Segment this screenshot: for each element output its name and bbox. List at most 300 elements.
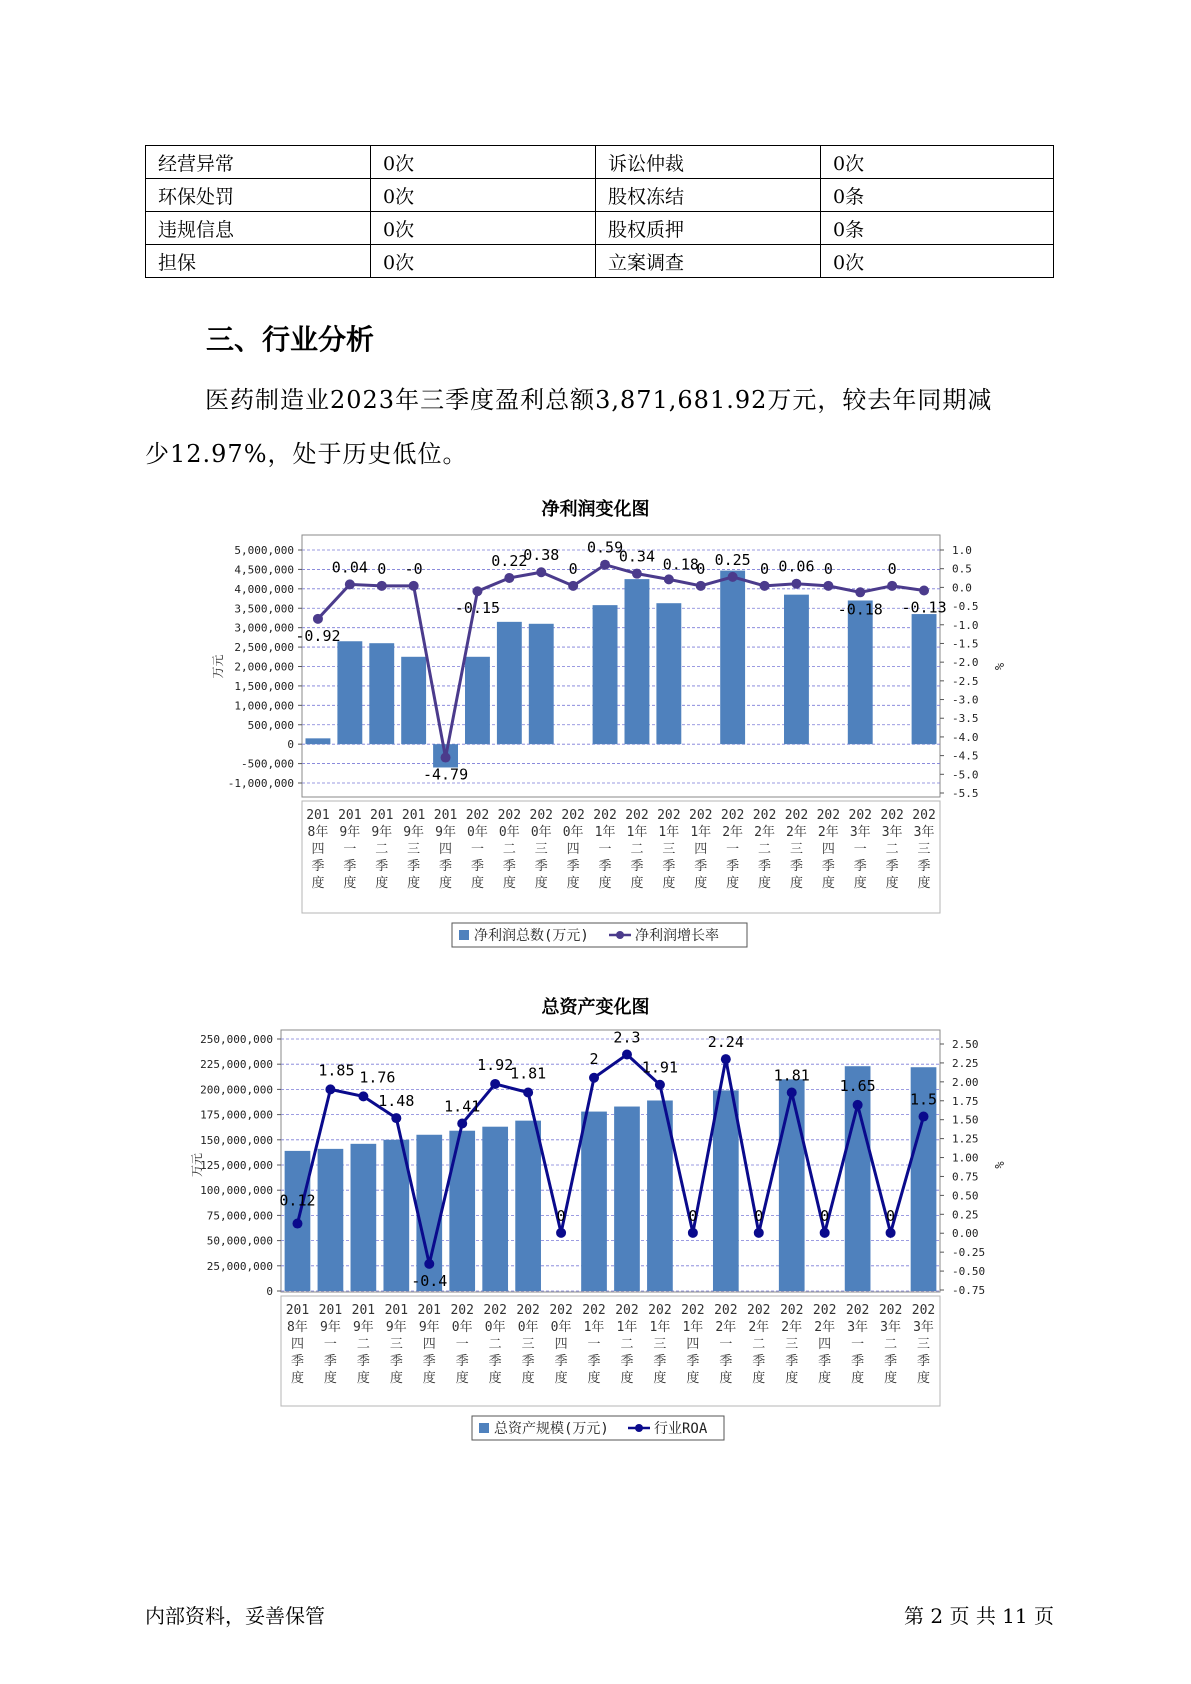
line-point <box>377 581 387 591</box>
line-point <box>664 574 674 584</box>
data-label: -0.13 <box>901 598 947 617</box>
category-label: 2年 <box>715 1320 737 1335</box>
category-label: 202 <box>657 808 681 823</box>
line-point <box>568 581 578 591</box>
category-label: 202 <box>561 808 585 823</box>
risk-table-row <box>146 146 1054 179</box>
category-label: 1年 <box>626 825 648 840</box>
line-point <box>754 1228 764 1238</box>
category-axis-box <box>302 801 940 913</box>
bar <box>497 622 522 744</box>
category-label: 度 <box>653 1371 667 1386</box>
category-label: 季 <box>439 859 453 874</box>
category-label: 0年 <box>517 1320 539 1335</box>
category-label: 度 <box>521 1371 535 1386</box>
category-label: 1年 <box>682 1320 704 1335</box>
line-point <box>721 1054 731 1064</box>
category-label: 季 <box>821 859 835 874</box>
bar <box>656 603 681 744</box>
right-tick-label: -3.0 <box>952 693 979 707</box>
category-label: 季 <box>587 1354 601 1369</box>
category-label: 四 <box>311 842 325 857</box>
bar <box>529 624 554 744</box>
category-label: 202 <box>880 808 904 823</box>
bar <box>625 579 650 744</box>
category-label: 3年 <box>881 825 903 840</box>
category-label: 0年 <box>498 825 520 840</box>
category-label: 度 <box>917 876 931 891</box>
risk-item-value: 0次 <box>371 146 596 179</box>
category-label: 度 <box>290 1371 304 1386</box>
category-label: 季 <box>311 859 325 874</box>
left-tick-label: 2,500,000 <box>234 641 294 655</box>
bar <box>306 738 331 744</box>
line-point <box>632 569 642 579</box>
category-label: 季 <box>375 859 389 874</box>
line-point <box>760 581 770 591</box>
data-label: 1.92 <box>477 1055 514 1074</box>
line-point <box>823 581 833 591</box>
category-label: 度 <box>758 876 772 891</box>
left-tick-label: 75,000,000 <box>206 1209 273 1223</box>
category-label: 度 <box>917 1371 931 1386</box>
category-label: 季 <box>662 859 676 874</box>
line-point <box>409 581 419 591</box>
category-label: 季 <box>407 859 421 874</box>
right-tick-label: -1.0 <box>952 618 979 632</box>
right-tick-label: 2.50 <box>952 1038 979 1051</box>
risk-item-value: 0条 <box>821 179 1054 212</box>
category-label: 201 <box>433 808 458 823</box>
data-label: 0 <box>886 1206 896 1225</box>
right-axis-title: % <box>992 662 1006 671</box>
category-label: 季 <box>818 1354 832 1369</box>
net-profit-chart <box>0 525 1191 945</box>
right-tick-label: 0.75 <box>952 1170 979 1184</box>
line-point <box>787 1088 797 1098</box>
left-tick-label: 3,000,000 <box>234 621 294 635</box>
category-label: 202 <box>483 1303 507 1318</box>
bar <box>515 1121 541 1291</box>
category-label: 201 <box>370 808 394 823</box>
category-label: 季 <box>630 859 644 874</box>
right-tick-label: 2.00 <box>952 1075 979 1089</box>
category-label: 四 <box>694 842 708 857</box>
category-label: 三 <box>653 1337 667 1352</box>
right-tick-label: -4.0 <box>952 730 979 744</box>
category-label: 季 <box>917 1354 931 1369</box>
left-tick-label: 0 <box>287 738 294 752</box>
category-label: 8年 <box>307 825 329 840</box>
risk-table-row <box>146 212 1054 245</box>
category-label: 度 <box>853 876 867 891</box>
bar <box>401 657 426 744</box>
category-label: 9年 <box>352 1320 374 1335</box>
right-tick-label: 1.25 <box>952 1132 979 1146</box>
risk-item-label: 立案调查 <box>596 245 821 278</box>
left-tick-label: 175,000,000 <box>200 1108 273 1122</box>
category-label: 3年 <box>880 1320 901 1335</box>
bar <box>337 641 362 744</box>
category-label: 202 <box>549 1303 573 1318</box>
category-label: 四 <box>821 842 835 857</box>
right-tick-label: -5.5 <box>952 787 979 800</box>
category-label: 季 <box>789 859 803 874</box>
category-label: 202 <box>689 808 713 823</box>
category-label: 季 <box>554 1354 568 1369</box>
category-label: 201 <box>338 808 362 823</box>
category-label: 度 <box>789 876 803 891</box>
data-label: 2.24 <box>707 1033 744 1052</box>
category-label: 度 <box>554 1371 568 1386</box>
category-label: 度 <box>356 1371 370 1386</box>
bar <box>848 600 873 744</box>
bar <box>593 605 618 744</box>
category-label: 202 <box>593 808 617 823</box>
category-label: 0年 <box>562 825 584 840</box>
bar <box>614 1107 640 1291</box>
category-label: 度 <box>818 1371 832 1386</box>
category-label: 202 <box>752 808 777 823</box>
category-label: 201 <box>285 1303 310 1318</box>
left-tick-label: 100,000,000 <box>200 1184 273 1198</box>
line-point <box>391 1113 401 1123</box>
category-label: 二 <box>375 842 389 857</box>
risk-table-row <box>146 245 1054 278</box>
category-label: 度 <box>389 1371 403 1386</box>
category-label: 一 <box>323 1337 337 1352</box>
category-label: 201 <box>306 808 330 823</box>
left-tick-label: 2,000,000 <box>234 660 294 674</box>
right-tick-label: 0.0 <box>952 581 972 595</box>
right-axis-title: % <box>992 1161 1006 1169</box>
data-label: 1.85 <box>318 1061 355 1080</box>
category-label: 度 <box>502 876 516 891</box>
category-label: 三 <box>785 1337 799 1352</box>
category-label: 度 <box>488 1371 502 1386</box>
category-label: 季 <box>686 1354 700 1369</box>
left-tick-label: 200,000,000 <box>200 1083 273 1097</box>
category-label: 202 <box>747 1303 771 1318</box>
category-label: 季 <box>726 859 740 874</box>
bar <box>779 1079 805 1291</box>
category-label: 9年 <box>418 1320 440 1335</box>
risk-item-value: 0次 <box>821 245 1054 278</box>
right-tick-label: -0.5 <box>952 600 979 614</box>
right-tick-label: -2.5 <box>952 674 979 688</box>
category-label: 季 <box>694 859 708 874</box>
line-point <box>490 1079 500 1089</box>
right-tick-label: -0.75 <box>952 1284 986 1297</box>
category-label: 202 <box>516 1303 540 1318</box>
category-label: 四 <box>290 1337 304 1352</box>
category-label: 度 <box>752 1371 766 1386</box>
category-label: 季 <box>290 1354 304 1369</box>
category-label: 度 <box>726 876 740 891</box>
category-label: 二 <box>356 1337 370 1352</box>
category-label: 202 <box>450 1303 474 1318</box>
category-label: 2年 <box>814 1320 836 1335</box>
risk-item-label: 股权冻结 <box>596 179 821 212</box>
category-label: 三 <box>917 842 931 857</box>
category-label: 202 <box>714 1303 738 1318</box>
category-label: 季 <box>885 859 899 874</box>
category-label: 度 <box>885 876 899 891</box>
left-tick-label: 1,000,000 <box>234 699 294 713</box>
line-point <box>313 614 323 624</box>
paragraph-line-1: 医药制造业2023年三季度盈利总额3,871,681.92万元，较去年同期减 <box>205 386 993 414</box>
risk-item-value: 0次 <box>821 146 1054 179</box>
category-label: 202 <box>465 808 490 823</box>
category-label: 季 <box>853 859 867 874</box>
data-label: 0 <box>556 1206 566 1225</box>
category-label: 0年 <box>550 1320 572 1335</box>
data-label: 0 <box>887 559 897 578</box>
category-label: 202 <box>615 1303 639 1318</box>
data-label: 0.22 <box>491 551 528 570</box>
data-label: 0.25 <box>714 550 751 569</box>
risk-item-value: 0次 <box>371 179 596 212</box>
category-label: 季 <box>488 1354 502 1369</box>
category-label: 四 <box>439 842 453 857</box>
category-label: 9年 <box>385 1320 407 1335</box>
line-point <box>655 1080 665 1090</box>
category-label: 二 <box>885 842 899 857</box>
line-point <box>855 587 865 597</box>
data-label: 1.65 <box>839 1076 876 1095</box>
data-label: 0.34 <box>618 547 656 566</box>
category-label: 1年 <box>583 1320 605 1335</box>
risk-item-label: 担保 <box>146 245 371 278</box>
data-label: 0 <box>823 559 833 578</box>
category-label: 202 <box>720 808 745 823</box>
bar <box>351 1144 377 1291</box>
line-point <box>696 581 706 591</box>
category-label: 季 <box>521 1354 535 1369</box>
line-point <box>853 1100 863 1110</box>
line-point <box>536 567 546 577</box>
bar <box>482 1127 508 1291</box>
category-label: 202 <box>681 1303 705 1318</box>
category-label: 1年 <box>649 1320 671 1335</box>
category-label: 四 <box>422 1337 436 1352</box>
line-point <box>441 753 451 763</box>
data-label: 0 <box>820 1206 830 1225</box>
left-tick-label: 250,000,000 <box>200 1033 273 1046</box>
right-tick-label: 1.75 <box>952 1094 979 1108</box>
bar <box>369 643 394 744</box>
category-label: 三 <box>521 1337 535 1352</box>
category-label: 季 <box>620 1354 634 1369</box>
data-label: 0 <box>568 559 578 578</box>
category-label: 季 <box>566 859 580 874</box>
right-tick-label: -0.50 <box>952 1265 986 1279</box>
category-label: 度 <box>407 876 421 891</box>
category-label: 一 <box>851 1337 865 1352</box>
right-tick-label: -0.25 <box>952 1246 986 1260</box>
category-label: 度 <box>662 876 676 891</box>
data-label: 1.81 <box>510 1064 547 1083</box>
category-label: 三 <box>917 1337 931 1352</box>
left-tick-label: 0 <box>266 1285 273 1298</box>
category-label: 202 <box>582 1303 606 1318</box>
category-label: 三 <box>407 842 421 857</box>
category-label: 201 <box>318 1303 343 1318</box>
category-label: 四 <box>554 1337 568 1352</box>
data-label: 0 <box>760 559 770 578</box>
legend-bar-label: 总资产规模(万元) <box>494 1421 609 1437</box>
total-assets-chart <box>0 1020 1191 1440</box>
data-label: 0 <box>696 559 706 578</box>
legend-bar-label: 净利润总数(万元) <box>474 928 589 944</box>
category-label: 季 <box>356 1354 370 1369</box>
left-tick-label: -500,000 <box>241 757 294 771</box>
category-label: 季 <box>598 859 612 874</box>
category-label: 四 <box>818 1337 832 1352</box>
section-title: 三、行业分析 <box>206 323 375 356</box>
category-label: 1年 <box>594 825 616 840</box>
category-label: 度 <box>851 1371 865 1386</box>
category-label: 201 <box>351 1303 376 1318</box>
bar <box>581 1112 607 1291</box>
category-label: 季 <box>752 1354 766 1369</box>
category-label: 0年 <box>451 1320 473 1335</box>
data-label: 0.38 <box>523 546 560 565</box>
category-label: 三 <box>534 842 548 857</box>
left-tick-label: -1,000,000 <box>227 777 294 790</box>
category-label: 一 <box>470 842 484 857</box>
footer-confidential-note: 内部资料，妥善保管 <box>145 1604 325 1628</box>
legend-bar-swatch <box>479 1423 489 1433</box>
category-label: 二 <box>752 1337 766 1352</box>
line-point <box>919 586 929 596</box>
category-label: 季 <box>502 859 516 874</box>
left-tick-label: 4,000,000 <box>234 582 294 596</box>
category-label: 三 <box>662 842 676 857</box>
right-tick-label: -5.0 <box>952 768 979 782</box>
data-label: 1.76 <box>359 1068 396 1087</box>
data-label: -0.92 <box>295 626 341 645</box>
category-label: 1年 <box>616 1320 638 1335</box>
right-tick-label: -1.5 <box>952 637 979 651</box>
left-tick-label: 25,000,000 <box>206 1259 273 1273</box>
left-axis-title: 万元 <box>211 654 225 679</box>
category-label: 一 <box>598 842 612 857</box>
data-label: 0.59 <box>586 538 624 557</box>
category-label: 9年 <box>320 1320 341 1335</box>
category-label: 202 <box>912 808 936 823</box>
category-label: 二 <box>758 842 772 857</box>
category-label: 度 <box>719 1371 733 1386</box>
category-label: 202 <box>845 1303 870 1318</box>
right-tick-label: 0.50 <box>952 1189 979 1203</box>
right-tick-label: 1.00 <box>952 1151 979 1165</box>
total-assets-chart-title: 总资产变化图 <box>541 997 650 1018</box>
right-tick-label: -4.5 <box>952 749 979 763</box>
category-label: 度 <box>694 876 708 891</box>
line-point <box>292 1219 302 1229</box>
category-label: 季 <box>719 1354 733 1369</box>
data-label: 0.06 <box>778 557 815 576</box>
category-label: 9年 <box>403 825 425 840</box>
category-label: 2年 <box>817 825 839 840</box>
category-label: 9年 <box>371 825 393 840</box>
line-point <box>472 586 482 596</box>
category-label: 度 <box>534 876 548 891</box>
category-label: 季 <box>758 859 772 874</box>
category-label: 一 <box>719 1337 733 1352</box>
category-axis-box <box>281 1296 940 1406</box>
line-point <box>600 560 610 570</box>
category-label: 度 <box>343 876 357 891</box>
risk-item-value: 0条 <box>821 212 1054 245</box>
data-label: -0.4 <box>411 1271 448 1290</box>
left-tick-label: 5,000,000 <box>234 544 294 557</box>
category-label: 度 <box>311 876 325 891</box>
right-tick-label: 0.00 <box>952 1227 979 1241</box>
category-label: 一 <box>853 842 867 857</box>
category-label: 季 <box>323 1354 337 1369</box>
right-tick-label: -2.0 <box>952 656 979 670</box>
footer-page-number: 第 2 页 共 11 页 <box>904 1604 1054 1628</box>
risk-item-value: 0次 <box>371 212 596 245</box>
category-label: 三 <box>789 842 803 857</box>
data-label: 0.04 <box>331 558 368 577</box>
category-label: 度 <box>323 1371 337 1386</box>
category-label: 0年 <box>530 825 552 840</box>
left-tick-label: 225,000,000 <box>200 1058 273 1072</box>
data-label: 1.48 <box>378 1092 415 1111</box>
category-label: 3年 <box>913 825 935 840</box>
category-label: 度 <box>375 876 389 891</box>
category-label: 度 <box>630 876 644 891</box>
right-tick-label: 0.5 <box>952 562 972 576</box>
category-label: 二 <box>620 1337 634 1352</box>
category-label: 201 <box>401 808 426 823</box>
left-tick-label: 125,000,000 <box>200 1159 273 1172</box>
category-label: 3年 <box>849 825 871 840</box>
risk-item-label: 经营异常 <box>146 146 371 179</box>
data-label: 1.41 <box>444 1097 481 1116</box>
paragraph-line-2: 少12.97%，处于历史低位。 <box>145 440 468 468</box>
category-label: 202 <box>529 808 553 823</box>
line-point <box>345 579 355 589</box>
line-point <box>622 1050 632 1060</box>
category-label: 一 <box>726 842 740 857</box>
right-tick-label: 2.25 <box>952 1056 979 1070</box>
data-label: 0 <box>754 1206 764 1225</box>
category-label: 季 <box>534 859 548 874</box>
legend-line-marker <box>616 931 624 939</box>
category-label: 度 <box>884 1371 898 1386</box>
risk-item-label: 环保处罚 <box>146 179 371 212</box>
category-label: 四 <box>686 1337 700 1352</box>
line-point <box>504 573 514 583</box>
category-label: 季 <box>653 1354 667 1369</box>
category-label: 202 <box>812 1303 837 1318</box>
bar <box>318 1149 344 1291</box>
category-label: 度 <box>785 1371 799 1386</box>
data-label: 0.18 <box>662 555 699 574</box>
category-label: 度 <box>566 876 580 891</box>
risk-info-table <box>145 145 1054 278</box>
category-label: 0年 <box>467 825 488 840</box>
risk-item-label: 股权质押 <box>596 212 821 245</box>
category-label: 季 <box>884 1354 898 1369</box>
risk-item-value: 0次 <box>371 245 596 278</box>
category-label: 202 <box>784 808 809 823</box>
data-label: -0.18 <box>837 600 883 619</box>
